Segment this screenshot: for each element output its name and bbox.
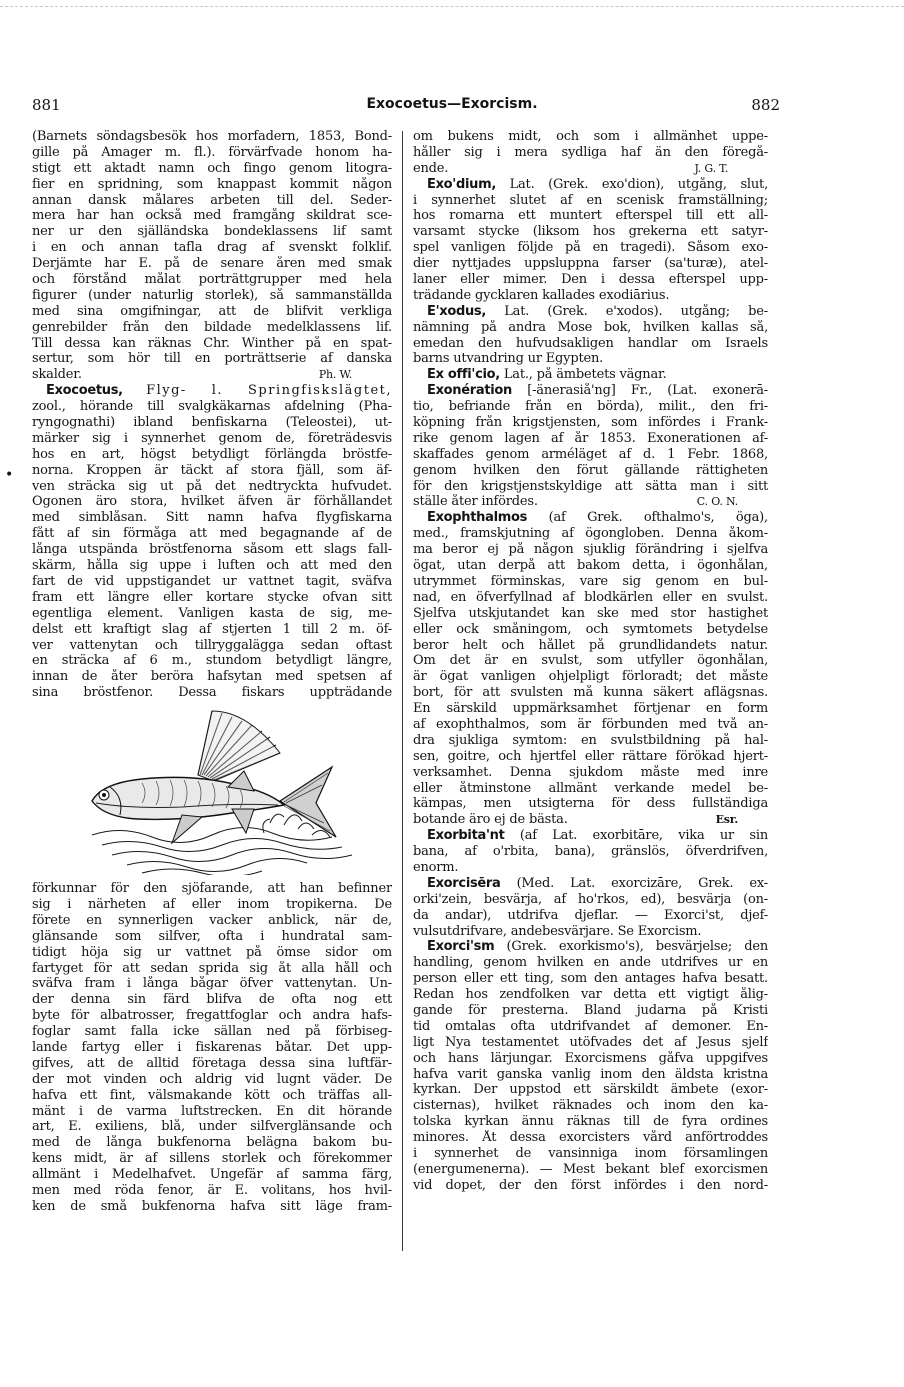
headword-exocoetus: Exocoetus,: [46, 383, 123, 399]
text-line: af exophthalmos, som är förbunden med två an-: [413, 716, 768, 732]
entry-end-line: [413, 812, 768, 828]
text-line: barns utvandring ur Egypten.: [413, 351, 604, 367]
text-line: art, E. exiliens, blå, under silfverglänsande och: [32, 1119, 392, 1135]
text-line: långa utspända bröstfenorna såsom ett slags fall-: [32, 542, 392, 558]
text-line: da andar), utdrifva djeflar. — Exorci'st, djef-: [413, 907, 768, 923]
entry-exodus-first-line: [413, 304, 768, 320]
text-line: kens midt, är af sillens storlek och förekommer: [32, 1151, 392, 1167]
headword-exorbitant: Exorbita'nt: [427, 828, 505, 844]
text-line: tolska kyrkan ännu räknas till de fyra ordines: [413, 1114, 768, 1130]
flying-fish-icon: [32, 705, 392, 875]
author-signature: Esr.: [715, 813, 738, 827]
exocoetus-body: [32, 399, 392, 701]
text-line: utrymmet förminskas, vare sig genom en bul-: [413, 573, 768, 589]
end-word: ende.: [413, 160, 449, 176]
text-line: allmänt i Medelhafvet. Ungefär af samma färg,: [32, 1167, 392, 1183]
text-line: rike genom lagen af år 1853. Exonerationen af-: [413, 430, 768, 446]
text-line: glänsande som silfver, ofta i hundratal sam-: [32, 928, 392, 944]
text-line: skaffades genom arméläget af d. 1 Febr. 1868,: [413, 446, 768, 462]
entry-end-line: [413, 494, 768, 510]
entry-exocoetus-first-line: [32, 383, 392, 399]
right-page-number: 882: [751, 96, 780, 114]
text-line: med de långa bukfenorna belägna bakom bu-: [32, 1135, 392, 1151]
text-line: orki'zein, besvärja, af ho'rkos, ed), besvärja (on-: [413, 891, 768, 907]
exorcisera-body: [413, 892, 768, 940]
text-line: delst ett kraftigt slag af stjerten 1 till 2 m. öf-: [32, 621, 392, 637]
end-text: ställe åter infördes.: [413, 494, 538, 510]
text-line: ma beror ej på någon sjuklig förändring i sjelfva: [413, 542, 768, 558]
text-line: genrebilder från den bildade medelklassens lif.: [32, 319, 392, 335]
headword-exodus: E'xodus,: [427, 303, 487, 319]
entry-exodium-first-line: [413, 177, 768, 193]
text-line: hafva ett fint, välsmakande kött och träffas all-: [32, 1087, 392, 1103]
text-line: En särskild uppmärksamhet förtjenar en form: [413, 701, 768, 717]
text-line: annan dansk målares arbeten till del. Seder-: [32, 192, 392, 208]
text-line: sväfva fram i långa bågar öfver vattenytan. Un-: [32, 976, 392, 992]
left-page-number: 881: [32, 96, 61, 114]
text-line: i synnerhet de vansinniga inom församlingen: [413, 1146, 768, 1161]
text-line: mera har han också med framgång skildrat sce-: [32, 208, 392, 224]
text-line: gande för presterna. Bland judarna på Kristi: [413, 1002, 768, 1018]
text-line: eller ock småningom, och symtomets betydelse: [413, 621, 768, 637]
text-line: i synnerhet slutet af en scenisk framställning;: [413, 192, 768, 208]
text-line: norna. Kroppen är täckt af stora fjäll, som äf-: [32, 462, 392, 478]
text-line: verksamhet. Denna sjukdom måste med inre: [413, 764, 768, 780]
left-column: [32, 129, 392, 1215]
text-line: nad, en öfverfyllnad af blodkärlen eller en svulst.: [413, 589, 768, 605]
column-divider: [402, 131, 403, 1251]
text-line: sen, goitre, och hjertfel eller rättare förökad hjert-: [413, 748, 768, 764]
text-line: märker sig i synnerhet genom de, företrädesvis: [32, 430, 392, 446]
exodium-body: [413, 193, 768, 304]
text-line: byte för albatrosser, fregattfoglar och andra hafs-: [32, 1008, 392, 1024]
text-line: vid dopet, der den först infördes i den nord-: [413, 1177, 768, 1193]
text-line: kämpas, men utsigterna för dess fullständiga: [413, 796, 768, 812]
text-line: Ögonen äro stora, hvilket äfven är förhållandet: [32, 494, 392, 510]
text-line: ligt Nya testamentet utöfvades det af Jesus sjelf: [413, 1034, 768, 1050]
text-line: mänt i de varma luftstrecken. En dit hörande: [32, 1103, 392, 1119]
text-line: Redan hos zendfolken var detta ett vigtigt ålig-: [413, 987, 768, 1003]
text-line: nämning på andra Mose bok, hvilken kallas så,: [413, 319, 768, 335]
text-line: ryngognathi) ibland benfiskarna (Teleostei), ut-: [32, 415, 392, 431]
margin-mark: •: [5, 467, 14, 483]
text-line: en sträcka af 6 m., stundom betydligt längre,: [32, 653, 392, 669]
text-line: bana, af o'rbita, bana), gränslös, öfverdrifven,: [413, 844, 768, 860]
headword-exophthalmos: Exophthalmos: [427, 510, 528, 526]
entry-text: Lat. (Grek. exo'dion), utgång, slut,: [509, 176, 768, 192]
text-line: med simblåsan. Sitt namn hafva flygfiskarna: [32, 510, 392, 526]
flying-fish-illustration: [32, 705, 392, 875]
text-line: varsamt stycke (liksom hos grekerna ett satyr-: [413, 224, 768, 240]
text-line: tidigt höja sig ur vattnet på ömse sidor om: [32, 944, 392, 960]
text-line: Om det är en svulst, som utfyller ögonhålan,: [413, 653, 768, 669]
text-line: enorm.: [413, 859, 459, 875]
text-line: vulsutdrifvare, andebesvärjare. Se Exorcism.: [413, 923, 702, 939]
text-line: fart de vid uppstigandet ur vattnet tagit, sväfva: [32, 573, 392, 589]
text-line: sertur, som hör till en porträttserie af danska: [32, 351, 392, 367]
entry-text: (Grek. exorkismo's), besvärjelse; den: [506, 939, 768, 955]
text-line: lande fartyg eller i fiskarenas båtar. Det upp-: [32, 1039, 392, 1055]
text-line: fier en spridning, som knappast kommit någon: [32, 176, 392, 192]
text-line: förkunnar för den sjöfarande, att han befinner: [32, 881, 392, 897]
text-line: sina bröstfenor. Dessa fiskars uppträdande: [32, 685, 392, 701]
headword-exodium: Exo'dium,: [427, 176, 496, 192]
text-line: ner ur den själländska bondeklassens lif samt: [32, 224, 392, 240]
exorcism-body: [413, 955, 768, 1193]
entry-text: (af Grek. ofthalmo's, öga),: [548, 510, 768, 526]
text-line: sig i närheten af eller inom tropikerna. De: [32, 896, 392, 912]
text-line: dra sjukliga symtom: en svulstbildning på hal-: [413, 732, 768, 748]
text-line: hafva varit ganska vanlig inom den äldsta kristna: [413, 1066, 768, 1082]
text-line: med sina omgifningar, att de blifvit verkliga: [32, 303, 392, 319]
text-line: emedan den hufvudsakligen handlar om Israels: [413, 335, 768, 351]
text-line: fram ett längre eller kortare stycke ofvan sitt: [32, 589, 392, 605]
text-line: tio, befriande från en börda), milit., den fri-: [413, 399, 768, 415]
text-line: beror helt och hållet på grundlidandets natur.: [413, 637, 768, 653]
text-line: men med röda fenor, är E. volitans, hos hvil-: [32, 1182, 392, 1198]
text-line: i en och annan tafla drag af svenskt folklif.: [32, 240, 392, 256]
text-line: är ögat vanligen ohjelpligt förloradt; det måste: [413, 669, 768, 685]
entry-text: Lat., på ämbetets vägnar.: [503, 367, 667, 383]
text-line: köpning från krigstjensten, som infördes i Frank-: [413, 415, 768, 431]
text-line: cisternas), hvilket räknades och inom den ka-: [413, 1098, 768, 1114]
text-line: ver vattenytan och tillryggalägga sedan oftast: [32, 637, 392, 653]
text-line: håller sig i mera sydliga haf än den föregå-: [413, 144, 768, 160]
author-signature: J. G. T.: [694, 161, 728, 175]
text-line: gille på Amager m. fl.). förvärfvade honom ha-: [32, 144, 392, 160]
text-line: Sjelfva utskjutandet kan ske med stor hastighet: [413, 605, 768, 621]
text-line: laner eller mimer. Den i dessa efterspel upp-: [413, 272, 768, 288]
text-line: eller åtminstone allmänt verkande medel be-: [413, 780, 768, 796]
text-line: med., framskjutning af ögongloben. Denna åkom-: [413, 526, 768, 542]
entry-exofficio: [413, 367, 768, 383]
exoneration-body: [413, 399, 768, 494]
text-line: der mot vinden och aldrig vid lugnt väder. De: [32, 1071, 392, 1087]
author-signature: C. O. N.: [696, 495, 738, 509]
headword-exofficio: Ex offi'cio,: [427, 367, 500, 383]
text-line: handling, genom hvilken en ande utdrifves ur en: [413, 955, 768, 971]
headword-exoneration: Exonération: [427, 383, 513, 399]
entry-text: (af Lat. exorbitāre, vika ur sin: [519, 828, 768, 844]
entry-exorbitant-first-line: [413, 828, 768, 844]
entry-exoneration-first-line: [413, 383, 768, 399]
text-line: dier nyttjades uppsluppna farser (sa'turæ), atel-: [413, 256, 768, 272]
text-line: fartyget för att sedan sprida sig åt alla håll och: [32, 960, 392, 976]
exophthalmos-body: [413, 526, 768, 812]
entry-end-line: [32, 367, 392, 383]
headword-exorcism: Exorci'sm: [427, 939, 495, 955]
text-line: Till dessa kan räknas Chr. Winther på en spat-: [32, 335, 392, 351]
text-line: fått af sin förmåga att med begagnande af de: [32, 526, 392, 542]
text-line: ögat, utan derpå att bakom detta, i ögonhålan,: [413, 558, 768, 574]
text-line: ken de små bukfenorna hafva sitt läge fram-: [32, 1198, 392, 1214]
text-line: tid omtalas ofta utdrifvandet af demoner. En-: [413, 1018, 768, 1034]
text-line: och förstånd målat porträttgrupper med hela: [32, 272, 392, 288]
text-line: och hans lärjungar. Exorcismens gåfva uppgifves: [413, 1050, 768, 1066]
entry-text: Flyg- l. Springfiskslägtet,: [146, 383, 392, 399]
running-head: Exocoetus—Exorcism.: [366, 96, 538, 112]
text-line: om bukens midt, och som i allmänhet uppe-: [413, 129, 768, 144]
text-line: kyrkan. Der uppstod ett särskildt ämbete (exor-: [413, 1082, 768, 1098]
exocoetus-tail: [413, 129, 768, 161]
text-line: trädande gycklaren kallades exodiārius.: [413, 287, 670, 303]
text-line: bort, för att svulsten må kunna säkert aflägsnas.: [413, 685, 768, 701]
entry-end-line: [413, 161, 768, 177]
text-line: (energumenerna). — Mest bekant blef exorcismen: [413, 1161, 768, 1177]
text-line: stigt ett aktadt namn och fingo genom litogra-: [32, 160, 392, 176]
text-line: gifves, att de alltid företaga dessa sina luftfär-: [32, 1055, 392, 1071]
right-column: [413, 129, 768, 1194]
author-signature: Ph. W.: [318, 368, 352, 382]
text-line: innan de åter beröra hafsytan med spetsen af: [32, 669, 392, 685]
text-line: förete en synnerligen vacker anblick, när de,: [32, 912, 392, 928]
entry-exorcism-first-line: [413, 939, 768, 955]
scan-edge-line: [0, 6, 904, 7]
text-line: Derjämte har E. på de senare åren med smak: [32, 256, 392, 272]
text-line: figurer (under naturlig storlek), så sammanställda: [32, 287, 392, 303]
entry-text: (Med. Lat. exorcizāre, Grek. ex-: [516, 875, 768, 891]
entry-exorcisera-first-line: [413, 876, 768, 892]
eckersberg-continuation: [32, 129, 392, 367]
end-text: botande äro ej de bästa.: [413, 812, 568, 828]
text-line: minores. Åt dessa exorcisters vård anförtroddes: [413, 1130, 768, 1146]
end-word: skalder.: [32, 367, 82, 383]
text-line: person eller ett ting, som den antages hafva besatt.: [413, 971, 768, 987]
page-header: [0, 96, 904, 116]
text-line: hos romarna ett muntert efterspel till ett all-: [413, 208, 768, 224]
text-line: zool., hörande till svalgkäkarnas afdelning (Pha-: [32, 399, 392, 415]
exodus-body: [413, 320, 768, 368]
text-line: foglar samt falla icke sällan ned på förbiseg-: [32, 1024, 392, 1040]
text-line: egentliga element. Vanligen kasta de sig, me-: [32, 605, 392, 621]
entry-text: [-änerasiå'ng] Fr., (Lat. exonerā-: [527, 383, 768, 399]
text-line: ven sträcka sig ut på det nedtryckta hufvudet.: [32, 478, 392, 494]
entry-text: Lat. (Grek. e'xodos). utgång; be-: [504, 303, 768, 319]
text-line: der denna sin färd blifva de ofta nog ett: [32, 992, 392, 1008]
text-line: spel vanligen följde på en tragedi). Såsom exo-: [413, 240, 768, 256]
entry-exophthalmos-first-line: [413, 510, 768, 526]
text-line: hos en art, högst betydligt förlängda bröstfe-: [32, 446, 392, 462]
text-line: genom hvilken den förut gällande rättigheten: [413, 462, 768, 478]
text-line: för den krigstjenstskyldige att sätta man i sitt: [413, 478, 768, 494]
text-line: skärm, hålla sig uppe i luften och att med den: [32, 558, 392, 574]
exorbitant-body: [413, 844, 768, 876]
text-line: (Barnets söndagsbesök hos morfadern, 1853, Bond-: [32, 129, 392, 144]
headword-exorcisera: Exorcisēra: [427, 875, 501, 891]
exocoetus-continuation: [32, 881, 392, 1215]
